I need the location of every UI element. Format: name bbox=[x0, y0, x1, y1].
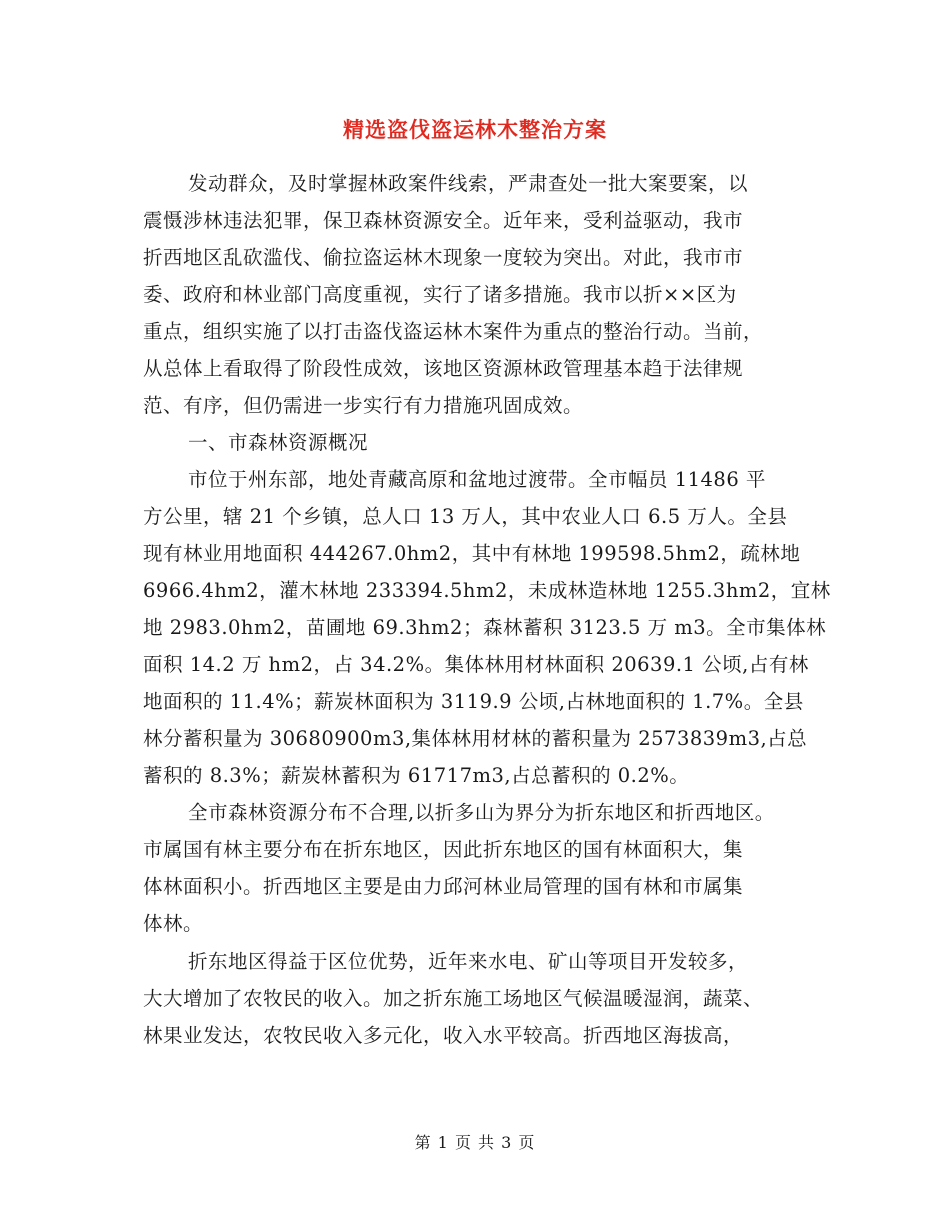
text-line-19: 市属国有林主要分布在折东地区，因此折东地区的国有林面积大，集 bbox=[143, 838, 744, 861]
text-line-6: 从总体上看取得了阶段性成效，该地区资源林政管理基本趋于法律规 bbox=[143, 357, 744, 380]
text-line-15: 地面积的 11.4%；薪炭林面积为 3119.9 公顷,占林地面积的 1.7%。全县 bbox=[143, 690, 804, 713]
text-line-22: 折东地区得益于区位优势，近年来水电、矿山等项目开发较多， bbox=[188, 950, 749, 973]
text-line-1: 发动群众，及时掌握林政案件线索，严肃查处一批大案要案，以 bbox=[188, 172, 749, 195]
text-line-7: 范、有序，但仍需进一步实行有力措施巩固成效。 bbox=[143, 394, 584, 417]
text-line-9: 市位于州东部，地处青藏高原和盆地过渡带。全市幅员 11486 平 bbox=[188, 468, 766, 491]
text-line-14: 面积 14.2 万 hm2，占 34.2%。集体林用材林面积 20639.1 公顷,占有林 bbox=[143, 653, 809, 676]
document-title: 精选盗伐盗运林木整治方案 bbox=[343, 117, 607, 142]
text-line-18: 全市森林资源分布不合理,以折多山为界分为折东地区和折西地区。 bbox=[188, 801, 775, 824]
text-line-20: 体林面积小。折西地区主要是由力邱河林业局管理的国有林和市属集 bbox=[143, 875, 744, 898]
text-line-24: 林果业发达，农牧民收入多元化，收入水平较高。折西地区海拔高， bbox=[143, 1024, 744, 1047]
text-line-13: 地 2983.0hm2，苗圃地 69.3hm2；森林蓄积 3123.5 万 m3。全市集体林 bbox=[143, 616, 827, 639]
text-line-23: 大大增加了农牧民的收入。加之折东施工场地区气候温暖湿润，蔬菜、 bbox=[143, 987, 764, 1010]
text-line-11: 现有林业用地面积 444267.0hm2，其中有林地 199598.5hm2，疏林地 bbox=[143, 542, 801, 565]
section-heading: 一、市森林资源概况 bbox=[188, 431, 369, 454]
text-line-12: 6966.4hm2，灌木林地 233394.5hm2，未成林造林地 1255.3hm2，宜林 bbox=[143, 579, 831, 602]
text-line-4: 委、政府和林业部门高度重视，实行了诸多措施。我市以折××区为 bbox=[143, 283, 737, 306]
text-line-17: 蓄积的 8.3%；薪炭林蓄积为 61717m3,占总蓄积的 0.2%。 bbox=[143, 764, 690, 787]
page-number-footer: 第 1 页 共 3 页 bbox=[414, 1133, 536, 1152]
text-line-2: 震慑涉林违法犯罪，保卫森林资源安全。近年来，受利益驱动，我市 bbox=[143, 209, 744, 232]
text-line-5: 重点，组织实施了以打击盗伐盗运林木案件为重点的整治行动。当前， bbox=[143, 320, 764, 343]
text-line-10: 方公里，辖 21 个乡镇，总人口 13 万人，其中农业人口 6.5 万人。全县 bbox=[143, 505, 788, 528]
text-line-16: 林分蓄积量为 30680900m3,集体林用材林的蓄积量为 2573839m3,占总 bbox=[143, 727, 808, 750]
text-line-21: 体林。 bbox=[143, 912, 204, 935]
text-line-3: 折西地区乱砍滥伐、偷拉盗运林木现象一度较为突出。对此，我市市 bbox=[143, 246, 744, 269]
